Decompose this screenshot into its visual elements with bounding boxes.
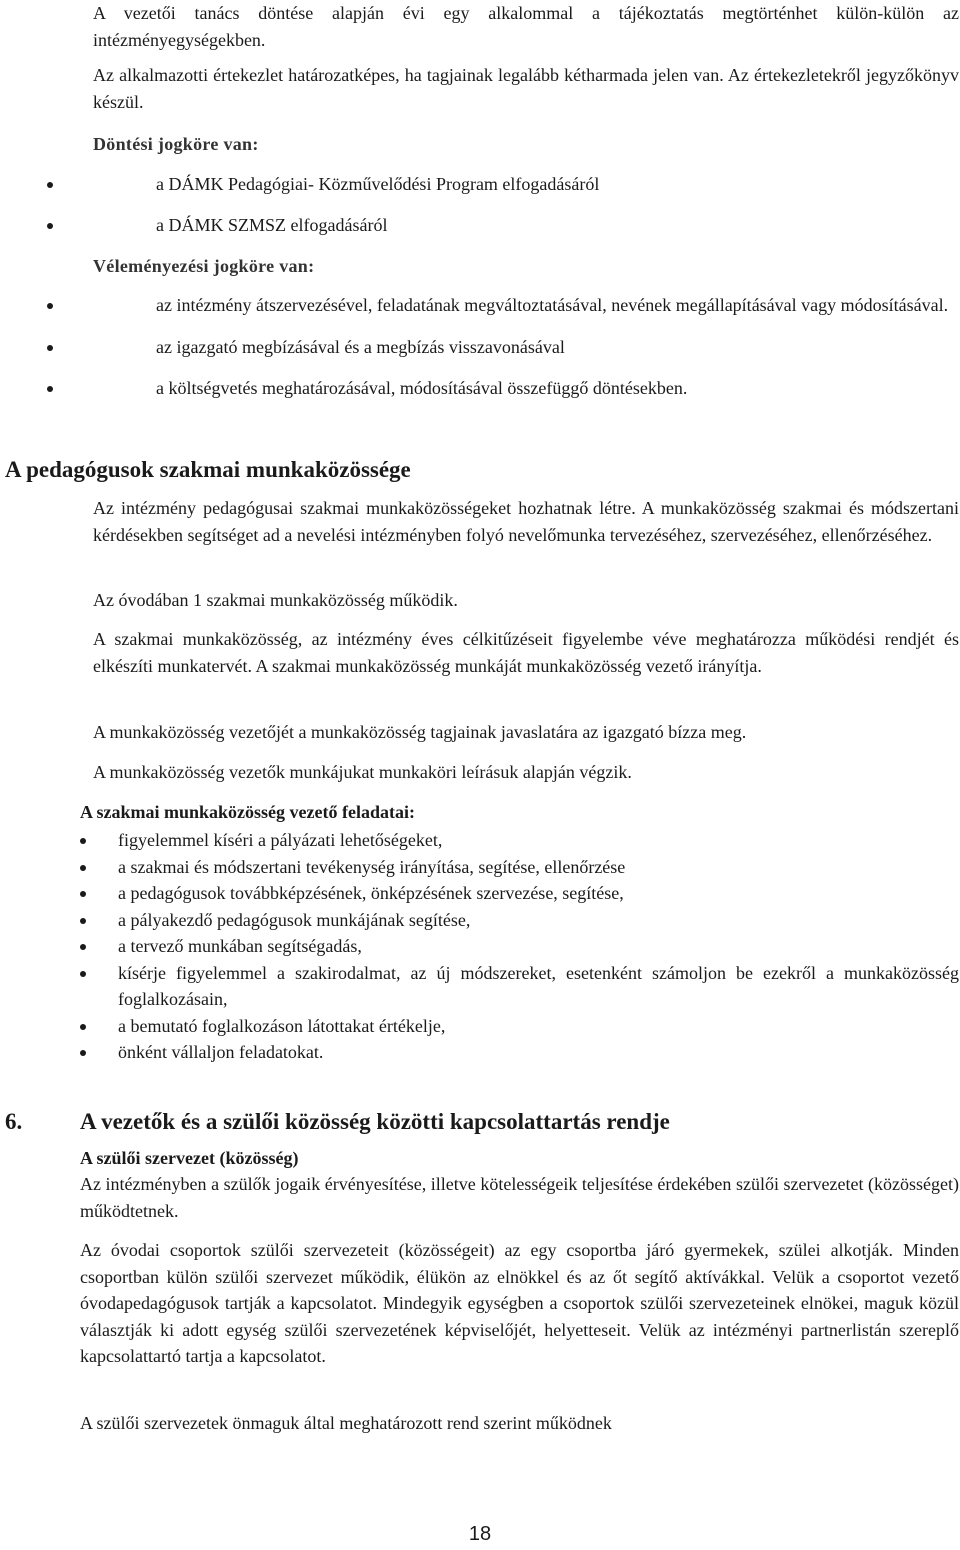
list-item: figyelemmel kíséri a pályázati lehetőségeket, xyxy=(80,827,959,854)
leader-tasks-list xyxy=(80,827,959,1066)
paragraph-community-plan: A szakmai munkaközösség, az intézmény éves célkitűzéseit figyelembe véve meghatározza működési rendjét és elkészíti munkatervét. A szakmai munkaközösség munkáját munkaközösség vezető irányítja. xyxy=(93,629,959,676)
section-number: 6. xyxy=(5,1109,23,1134)
bullet-icon xyxy=(80,944,86,950)
section-heading: A vezetők és a szülői közösség közötti kapcsolattartás rendje xyxy=(80,1109,670,1134)
bullet-icon xyxy=(80,971,86,977)
bullet-icon xyxy=(47,345,53,351)
paragraph-community-intro: Az intézmény pedagógusai szakmai munkaközösségeket hozhatnak létre. A munkaközösség szakmai és módszertani kérdésekben segítséget ad a nevelési intézményben folyó nevelőmunka tervezéséhez, szervezéséhez, ellenőrzéséhez. xyxy=(93,498,959,545)
paragraph-info: A vezetői tanács döntése alapján évi egy alkalommal a tájékoztatás megtörténhet külön-külön az intézményegységekben. xyxy=(93,3,959,50)
decision-list xyxy=(93,171,959,238)
list-item: a pedagógusok továbbképzésének, önképzésének szervezése, segítése, xyxy=(80,880,959,907)
paragraph-meeting: Az alkalmazotti értekezlet határozatképes, ha tagjainak legalább kétharmada jelen van. Az értekezletekről jegyzőkönyv készül. xyxy=(93,65,959,112)
bullet-icon xyxy=(80,1024,86,1030)
page-number: 18 xyxy=(468,1523,492,1545)
bullet-icon xyxy=(47,303,53,309)
list-item: a DÁMK Pedagógiai- Közművelődési Program elfogadásáról xyxy=(93,171,959,198)
bullet-icon xyxy=(80,891,86,897)
paragraph-community-count: Az óvodában 1 szakmai munkaközösség működik. xyxy=(93,590,458,610)
list-item: a költségvetés meghatározásával, módosításával összefüggő döntésekben. xyxy=(93,375,959,402)
list-item: a bemutató foglalkozáson látottakat értékelje, xyxy=(80,1013,959,1040)
bullet-icon xyxy=(47,182,53,188)
bullet-icon xyxy=(80,838,86,844)
paragraph-community-job: A munkaközösség vezetők munkájukat munkaköri leírásuk alapján végzik. xyxy=(93,762,632,782)
list-item: a DÁMK SZMSZ elfogadásáról xyxy=(93,212,959,239)
list-item: az igazgató megbízásával és a megbízás visszavonásával xyxy=(93,334,959,361)
list-item: kísérje figyelemmel a szakirodalmat, az új módszereket, esetenként számoljon be ezekről a munkaközösség foglalkozásain, xyxy=(80,960,959,1013)
bullet-icon xyxy=(80,918,86,924)
decision-heading: Döntési jogköre van: xyxy=(93,134,259,154)
bullet-icon xyxy=(47,386,53,392)
opinion-heading: Véleményezési jogköre van: xyxy=(93,256,315,276)
paragraph-community-leader: A munkaközösség vezetőjét a munkaközösség tagjainak javaslatára az igazgató bízza meg. xyxy=(93,722,747,742)
paragraph-parents-order: A szülői szervezetek önmaguk által meghatározott rend szerint működnek xyxy=(80,1413,612,1433)
bullet-icon xyxy=(47,223,53,229)
paragraph-parents-intro: Az intézményben a szülők jogaik érvényesítése, illetve kötelességeik teljesítése érdekében szülői szervezetet (közösséget) működtetnek. xyxy=(80,1174,959,1221)
parents-subheading: A szülői szervezet (közösség) xyxy=(80,1148,299,1168)
list-item: önként vállaljon feladatokat. xyxy=(80,1039,959,1066)
bullet-icon xyxy=(80,865,86,871)
bullet-icon xyxy=(80,1050,86,1056)
leader-tasks-heading: A szakmai munkaközösség vezető feladatai: xyxy=(80,802,415,822)
list-item: a szakmai és módszertani tevékenység irányítása, segítése, ellenőrzése xyxy=(80,854,959,881)
opinion-list xyxy=(93,292,959,402)
community-heading: A pedagógusok szakmai munkaközössége xyxy=(5,457,411,482)
list-item: a tervező munkában segítségadás, xyxy=(80,933,959,960)
paragraph-parents-groups: Az óvodai csoportok szülői szervezeteit (közösségeit) az egy csoportba járó gyermekek, szülei alkotják. Minden csoportban külön szülői szervezet működik, élükön az elnökkel és az őt segítő aktívákkal. Velük a csoportot vezető óvodapedagógusok tartják a kapcsolatot. Mindegyik egységben a csoportok szülői szervezeteinek elnökei, maguk közül választják ki adott egység szülői szervezetének képviselőjét, helyetteseit. Velük az intézményi partnerlistán szereplő kapcsolattartó tartja a kapcsolatot. xyxy=(80,1240,959,1366)
list-item: a pályakezdő pedagógusok munkájának segítése, xyxy=(80,907,959,934)
list-item: az intézmény átszervezésével, feladatának megváltoztatásával, nevének megállapításával vagy módosításával. xyxy=(93,292,959,319)
